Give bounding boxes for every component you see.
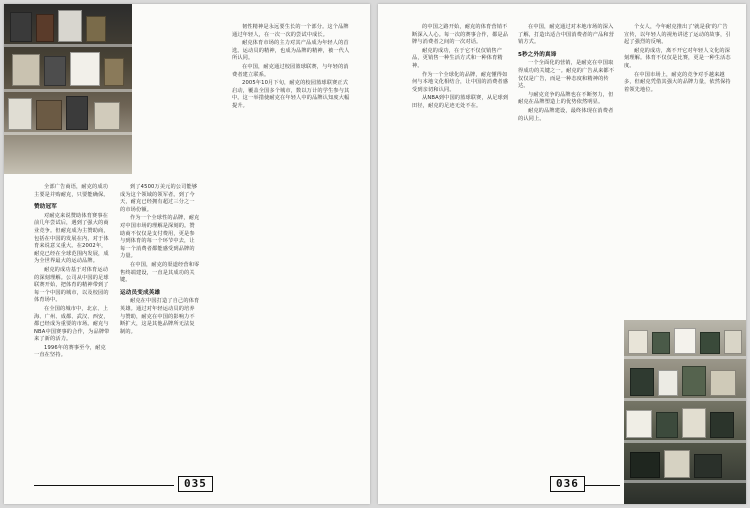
- right-column-3: [624, 24, 732, 95]
- page-number-rule: [584, 485, 620, 487]
- paragraph: 1996年的赛事至今，耐克一直在坚持。: [34, 344, 106, 359]
- left-column-2: [120, 184, 200, 337]
- paragraph: 耐克的成功，离不开它对年轻人文化的深刻理解。体育不仅仅是比赛，更是一种生活态度。: [624, 47, 731, 69]
- paragraph: 个女人，今年耐克推出了'就是我'的广告宣传，以年轻人的视角讲述了运动的故事，引起了强烈的反响。: [624, 24, 731, 46]
- paragraph: 2005年10月下旬，耐克的校园篮球联赛正式启动，覆盖全国多个城市，数以万计的学生参与其中。这一举措使耐克在年轻人中的品牌认知度大幅提升。: [232, 80, 350, 109]
- paragraph: 在中国，耐克通过校园篮球联赛，与年轻的消费者建立联系。: [232, 63, 349, 78]
- paragraph: 在中国，耐克通过对本地市场的深入了解，打造出适合中国消费者的产品和营销方式。: [518, 24, 615, 46]
- paragraph: 韧性精神是永远要生长的一个部分。这个品牌通过年轻人，在一次一次的尝试中成长。: [232, 24, 349, 38]
- paragraph: 在中国，耐克的渠道经营和零售终端建设，一直是其成功的关键。: [120, 261, 200, 284]
- paragraph: 到了4500万美元的公司能够成为这个领域的领军者。到了今天，耐克已经拥有超过三分之一的市场份额。: [120, 184, 198, 213]
- paragraph: 耐克的成功基于对体育运动的深刻理解。公司从中国的足球联赛开始，把体育的精神带到了每一个中国的城市，以及校园的体育场中。: [34, 266, 109, 304]
- left-column-1: [34, 184, 110, 361]
- paragraph: 一个全面化的营销，是耐克在中国取得成功的关键之一。耐克的广告从来都不仅仅是广告，而是一种态度和精神的传达。: [518, 60, 615, 90]
- page-number: 035: [178, 476, 213, 492]
- page-number-rule: [34, 485, 174, 487]
- right-column-1: [412, 24, 510, 112]
- magazine-page-left: [4, 4, 370, 504]
- paragraph: 对耐克来说赞助体育赛事在前几年尝试后，遇到了强大的商业竞争。但耐克成为主赞助商，包括在中国的发展在内，对于体育来说意义重大。在2002年，耐克已经在全球范围内发展，成为全世界最大的运动品牌。: [34, 212, 109, 265]
- paragraph: 在全国的城市中，北京、上海、广州、成都、武汉、西安，都已经成为重要的市场。耐克与NBA中国赛事的合作，为品牌带来了新的活力。: [34, 305, 110, 343]
- right-column-2: [518, 24, 616, 124]
- magazine-page-right: [378, 4, 746, 504]
- paragraph: 从NBA到中国的篮球联赛，从足球到田径，耐克的足迹无处不在。: [412, 95, 509, 109]
- section-heading: 赞助冠军: [34, 204, 57, 211]
- section-heading: 运动员变成英雄: [120, 289, 161, 296]
- paragraph: 全部广告商语，耐克的成功主要是并购耐克，只要能确保。: [34, 184, 109, 198]
- page-number: 036: [550, 476, 585, 492]
- supermarket-aisle-photo: [624, 320, 746, 504]
- left-column-3: [232, 24, 352, 112]
- paragraph: 作为一个全球性的品牌，耐克对中国市场的理解是深刻的。赞助商不仅仅是支付费用，更是参与到体育的每一个环节中去，让每一个消费者都能感受到品牌的力量。: [120, 215, 200, 260]
- paragraph: 耐克体育市场的主力对其产品成为年轻人的首选。运动员的精神，也成为品牌的精神，被一代人所认同。: [232, 40, 350, 62]
- paragraph: 耐克在中国打造了自己的体育英雄。通过对年轻运动员的培养与赞助，耐克在中国的影响力不断扩大，这是其他品牌所无法复制的。: [120, 298, 200, 335]
- section-heading: 5秒之外的真谛: [518, 51, 557, 58]
- paragraph: 与耐克竞争的品牌也在不断努力，但耐克在品牌塑造上的优势依然明显。: [518, 91, 614, 106]
- store-shelf-photo: [4, 4, 132, 174]
- paragraph: 耐克的品牌建设，最终体现在消费者的认同上。: [518, 107, 614, 122]
- paragraph: 耐克的成功，在于它不仅仅销售产品，更销售一种生活方式和一种体育精神。: [412, 47, 503, 69]
- paragraph: 在中国市场上，耐克的竞争对手越来越多，但耐克凭借其强大的品牌力量，依然保持着领先地位。: [624, 71, 731, 93]
- paragraph: 作为一个全球化的品牌，耐克懂得如何与本地文化相结合，让中国的消费者感受到亲切和认同。: [412, 71, 509, 93]
- paragraph: 的中国之路开始，耐克的体育营销不断深入人心。每一次的赛事合作，都是品牌与消费者之间的一次对话。: [412, 24, 509, 46]
